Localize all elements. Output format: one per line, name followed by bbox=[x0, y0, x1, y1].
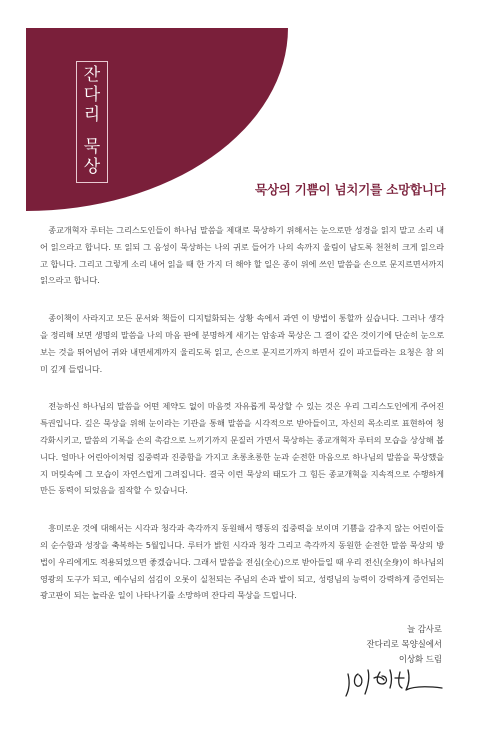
closing-line: 잔다리로 목양실에서 bbox=[366, 639, 442, 649]
title-char: 잔 bbox=[83, 65, 101, 85]
vertical-title-box bbox=[76, 61, 108, 183]
body-paragraph: 종이책이 사라지고 모든 문서와 책들이 디지털화되는 상황 속에서 과연 이 방법이 통할까 싶습니다. 그러나 생각을 정리해 보면 생명의 말씀을 나의 마음 판에 분명하게 새기는 암송과 묵상은 그 결이 같은 것이기에 단순히 눈으로 보는 것을 뛰어넘어 귀와 내면세계까지 울리도록 읽고, 손으로 문지르기까지 하면서 깊이 파고들라는 요청은 참 의미 깊게 들립니다. bbox=[40, 313, 444, 374]
handwritten-signature bbox=[340, 664, 450, 700]
closing-block bbox=[367, 622, 442, 667]
title-char: 리 bbox=[83, 104, 101, 125]
page-headline: 묵상의 기쁨이 넘치기를 소망합니다 bbox=[255, 182, 446, 197]
body-paragraph: 흥미로운 것에 대해서는 시각과 청각과 촉각까지 동원해서 행동의 집중력을 보이며 기쁨을 감추지 않는 어린이들의 순수함과 성장을 축복하는 5월입니다. 루터가 밝힌 시각과 청각 그리고 촉각까지 동원한 순전한 말씀 묵상의 방법이 우리에게도 적용되었으면 좋겠습니다. 그래서 말씀을 전심(全心)으로 받아들일 때 우리 전신(全身)이 하나님의 영광의 도구가 되고, 예수님의 섬김이 오롯이 실천되는 주님의 손과 발이 되고, 성령님의 능력이 강력하게 증언되는 광고판이 되는 놀라운 일이 나타나기를 소망하며 잔다리 묵상을 드립니다. bbox=[40, 523, 445, 601]
title-char: 다 bbox=[83, 84, 101, 105]
title-char: 상 bbox=[83, 156, 101, 177]
body-paragraph: 전능하신 하나님의 말씀을 어떤 제약도 없이 마음껏 자유롭게 묵상할 수 있는 것은 우리 그리스도인에게 주어진 특권입니다. 깊은 묵상을 위해 눈이라는 기관을 통해 말씀을 시각적으로 받아들이고, 자신의 목소리로 표현하여 청각화시키고, 말씀의 기록을 손의 촉감으로 느끼기까지 문질러 가면서 묵상하는 종교개혁자 루터의 모습을 상상해 봅니다. 얼마나 어린아이처럼 집중력과 진중함을 가지고 초롱초롱한 눈과 순전한 마음으로 하나님의 말씀을 묵상했을지 머릿속에 그 모습이 자연스럽게 그려집니다. 결국 이런 묵상의 태도가 그 힘든 종교개혁을 지속적으로 수행하게 만든 동력이 되었음을 짐작할 수 있습니다. bbox=[40, 401, 444, 496]
body-content bbox=[40, 222, 444, 625]
title-char: 묵 bbox=[83, 137, 101, 158]
header-quarter-circle bbox=[26, 28, 288, 211]
closing-line: 이상화 드림 bbox=[398, 654, 442, 664]
closing-line: 늘 감사로 bbox=[406, 624, 442, 634]
body-paragraph: 종교개혁자 루터는 그리스도인들이 하나님 말씀을 제대로 묵상하기 위해서는 눈으로만 성경을 읽지 말고 소리 내어 읽으라고 합니다. 또 읽되 그 음성이 묵상하는 나의 귀로 들어가 나의 속까지 울림이 남도록 천천히 크게 읽으라고 합니다. 그리고 그렇게 소리 내어 읽을 때 한 가지 더 해야 할 일은 종이 위에 쓰인 말씀을 손으로 문지르면서까지 읽으라고 합니다. bbox=[40, 225, 444, 286]
